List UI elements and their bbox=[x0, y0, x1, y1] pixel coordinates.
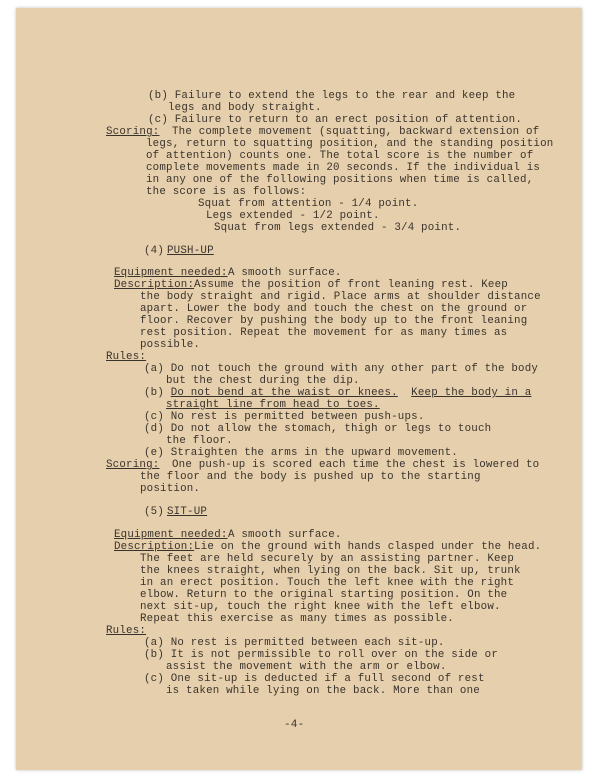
criteria-b: (b) Failure to extend the legs to the rear and keep the bbox=[148, 90, 516, 102]
scoring-text: of attention) counts one. The total score is the number of bbox=[146, 150, 534, 162]
section-title: SIT-UP bbox=[167, 506, 208, 518]
equipment-text: A smooth surface. bbox=[228, 267, 342, 279]
description-text: Assume the position of front leaning rest. Keep bbox=[194, 279, 508, 291]
equipment-label: Equipment needed: bbox=[114, 267, 228, 279]
description-text: the body straight and rigid. Place arms at shoulder distance bbox=[140, 291, 541, 303]
description-text: possible. bbox=[140, 339, 201, 351]
rule-item-cont: but the chest during the dip. bbox=[166, 375, 360, 387]
rules-label: Rules: bbox=[106, 351, 147, 363]
section-number: (5) bbox=[144, 506, 165, 518]
criteria-b-cont: legs and body straight. bbox=[168, 102, 322, 114]
section-title: PUSH-UP bbox=[167, 245, 214, 257]
rule-item: (a) Do not touch the ground with any other part of the body bbox=[144, 363, 539, 375]
rule-item bbox=[144, 387, 531, 399]
description-text: Lie on the ground with hands clasped under the head. bbox=[194, 541, 542, 553]
equipment-label: Equipment needed: bbox=[114, 529, 228, 541]
description-text: Repeat this exercise as many times as possible. bbox=[140, 613, 454, 625]
rule-item: (c) One sit-up is deducted if a full second of rest bbox=[144, 673, 485, 685]
section-number: (4) bbox=[144, 245, 165, 257]
page-number: -4- bbox=[284, 719, 305, 731]
rule-item-cont: is taken while lying on the back. More than one bbox=[166, 685, 480, 697]
scoring-text: in any one of the following positions when time is called, bbox=[146, 174, 534, 186]
rule-item-cont: assist the movement with the arm or elbow. bbox=[166, 661, 447, 673]
equipment-text: A smooth surface. bbox=[228, 529, 342, 541]
scoring-text: One push-up is scored each time the chest is lowered to bbox=[172, 459, 540, 471]
description-text: rest position. Repeat the movement for as many times as bbox=[140, 327, 508, 339]
score-item: Squat from attention - 1/4 point. bbox=[198, 198, 419, 210]
description-text: the knees straight, when lying on the back. Sit up, trunk bbox=[140, 565, 521, 577]
description-text: The feet are held securely by an assisting partner. Keep bbox=[140, 553, 515, 565]
description-text: floor. Recover by pushing the body up to the front leaning bbox=[140, 315, 528, 327]
scoring-text: the floor and the body is pushed up to the starting bbox=[140, 471, 481, 483]
rule-emphasis: Do not bend at the waist or knees. bbox=[170, 387, 398, 399]
scoring-label: Scoring: bbox=[106, 459, 160, 471]
rule-item-cont: the floor. bbox=[166, 435, 233, 447]
rule-item: (b) It is not permissible to roll over on the side or bbox=[144, 649, 498, 661]
rule-prefix: (b) bbox=[144, 387, 171, 399]
description-text: in an erect position. Touch the left knee with the right bbox=[140, 577, 515, 589]
rule-item-cont: straight line from head to toes. bbox=[166, 399, 380, 411]
rule-item: (d) Do not allow the stomach, thigh or legs to touch bbox=[144, 423, 492, 435]
scoring-text: position. bbox=[140, 483, 201, 495]
description-text: next sit-up, touch the right knee with the left elbow. bbox=[140, 601, 501, 613]
scoring-text: The complete movement (squatting, backward extension of bbox=[172, 126, 540, 138]
scoring-text: legs, return to squatting position, and the standing position bbox=[146, 138, 554, 150]
criteria-c: (c) Failure to return to an erect position of attention. bbox=[148, 114, 523, 126]
description-label: Description: bbox=[114, 279, 195, 291]
scoring-text: complete movements made in 20 seconds. If the individual is bbox=[146, 162, 541, 174]
document-page bbox=[16, 8, 582, 770]
score-item: Legs extended - 1/2 point. bbox=[206, 210, 380, 222]
score-item: Squat from legs extended - 3/4 point. bbox=[214, 222, 462, 234]
rules-label: Rules: bbox=[106, 625, 147, 637]
scoring-label: Scoring: bbox=[106, 126, 160, 138]
rule-emphasis: Keep the body in a bbox=[411, 387, 532, 399]
description-text: elbow. Return to the original starting position. On the bbox=[140, 589, 508, 601]
rule-item: (a) No rest is permitted between each sit-up. bbox=[144, 637, 445, 649]
rule-item: (e) Straighten the arms in the upward movement. bbox=[144, 447, 458, 459]
rule-item: (c) No rest is permitted between push-ups. bbox=[144, 411, 425, 423]
scoring-text: the score is as follows: bbox=[146, 186, 307, 198]
description-text: apart. Lower the body and touch the chest on the ground or bbox=[140, 303, 528, 315]
description-label: Description: bbox=[114, 541, 195, 553]
